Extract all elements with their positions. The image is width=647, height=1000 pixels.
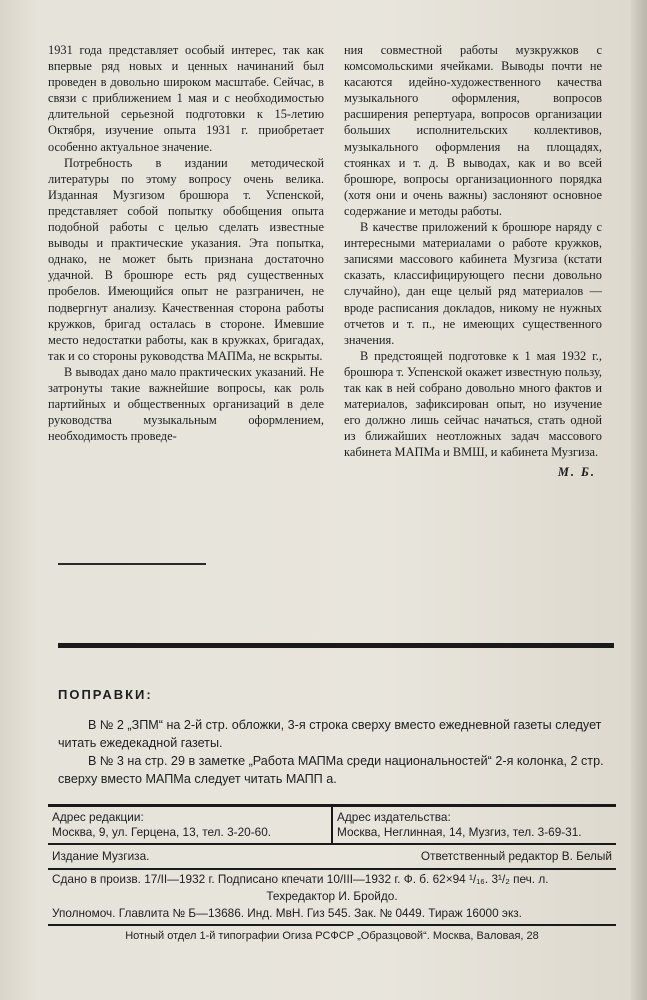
correction-item: В № 2 „ЗПМ“ на 2-й стр. обложки, 3-я строка сверху вместо ежедневной газеты следует читать ежедекадной газеты.	[58, 718, 602, 750]
addresses-box	[48, 804, 616, 845]
article-paragraph: 1931 года представляет особый интерес, так как впервые ряд новых и ценных начинаний был проведен в довольно широком масштабе. Сейчас, в связи с приближением 1 мая и с необходимостью длительной серьезной подготовки к 15-летию Октября, изучение опыта 1931 г. приобретает особенно актуальное значение.	[48, 43, 324, 154]
publisher-address: Москва, Неглинная, 14, Музгиз, тел. 3-69-31.	[337, 825, 582, 839]
editorial-address-label: Адрес редакции:	[52, 810, 144, 824]
publisher-address-cell	[331, 807, 616, 843]
article-paragraph: В предстоящей подготовке к 1 мая 1932 г., брошюра т. Успенской окажет известную пользу, так как в ней собрано довольно много фактов и материалов, зафиксирован опыт, но изучение его должно лишь сейчас начаться, стать одной из ближайших неотложных задач массового кабинета МАПМа и ВМШ, и кабинета Музгиза.	[344, 348, 602, 460]
article-paragraph: ния совместной работы музкружков с комсомольскими ячейками. Выводы почти не касаются идейно-художественного качества музыкального оформления, вопросов расширения репертуара, вопросов организации больших исполнительских коллективов, музыкального оформления на площадях, стоянках и т. д. В выводах, как и во всей брошюре, вопросы организационного порядка (хотя они и очень важны) заслоняют основное содержание и методы работы.	[344, 43, 602, 218]
page-edge	[631, 0, 647, 1000]
section-divider-short	[58, 563, 206, 565]
tech-editor: Техредактор И. Бройдо.	[266, 889, 398, 903]
author-signature: М. Б.	[557, 465, 596, 480]
edition-label: Издание Музгиза.	[52, 849, 150, 863]
production-line: Сдано в произв. 17/II—1932 г. Подписано кпечати 10/III—1932 г. Ф. б. 62×94 ¹/₁₆. 3¹/₂ печ. л.	[52, 872, 549, 886]
article-paragraph: В выводах дано мало практических указаний. Не затронуты такие важнейшие вопросы, как роль партийных и общественных организаций в деле руководства музыкальным оформлением, необходимость проведе-	[48, 364, 324, 444]
license-line: Уполномоч. Главлита № Б—13686. Инд. МвН. Гиз 545. Зак. № 0449. Тираж 16000 экз.	[52, 906, 522, 920]
correction-item: В № 3 на стр. 29 в заметке „Работа МАПМа среди национальностей“ 2-я колонка, 2 стр. сверху вместо МАПМа следует читать МАПП а.	[58, 754, 604, 786]
imprint-block	[48, 804, 616, 944]
article-right-column	[344, 42, 602, 481]
editorial-address-cell	[48, 807, 331, 843]
article-left-column	[48, 42, 324, 444]
article-paragraph: В качестве приложений к брошюре наряду с интересными материалами о работе кружков, записями массового кабинета Музгиза (кстати сказать, классифицирующего песни довольно случайно), дан еще целый ряд материалов — вроде расписания докладов, никому не нужных отчетов и т. п., не имеющих существенного значения.	[344, 220, 602, 347]
publisher-address-label: Адрес издательства:	[337, 810, 451, 824]
section-divider-long	[58, 643, 614, 648]
corrections-heading: ПОПРАВКИ:	[58, 687, 153, 702]
article-paragraph: Потребность в издании методической литературы по этому вопросу очень велика. Изданная Музгизом брошюра т. Успенской, представляет собой попытку обобщения опыта подобной работы с целью сделать известные выводы и практические указания. Эта попытка, однако, не может быть признана достаточно удачной. В брошюре есть ряд существенных пробелов. Имеющийся опыт не разграничен, не подвергнут анализу. Качественная сторона работы кружков, бригад осталась в стороне. Имевшие место недостатки работы, как в кружках, бригадах, так и со стороны руководства МАПМа, не вскрыты.	[48, 155, 324, 363]
editorial-address: Москва, 9, ул. Герцена, 13, тел. 3-20-60.	[52, 825, 272, 839]
responsible-editor: Ответственный редактор В. Белый	[420, 849, 612, 863]
corrections-section	[58, 686, 614, 788]
edition-row	[48, 845, 616, 870]
printer-line: Нотный отдел 1-й типографии Огиза РСФСР „Образцовой“. Москва, Валовая, 28	[125, 930, 539, 942]
